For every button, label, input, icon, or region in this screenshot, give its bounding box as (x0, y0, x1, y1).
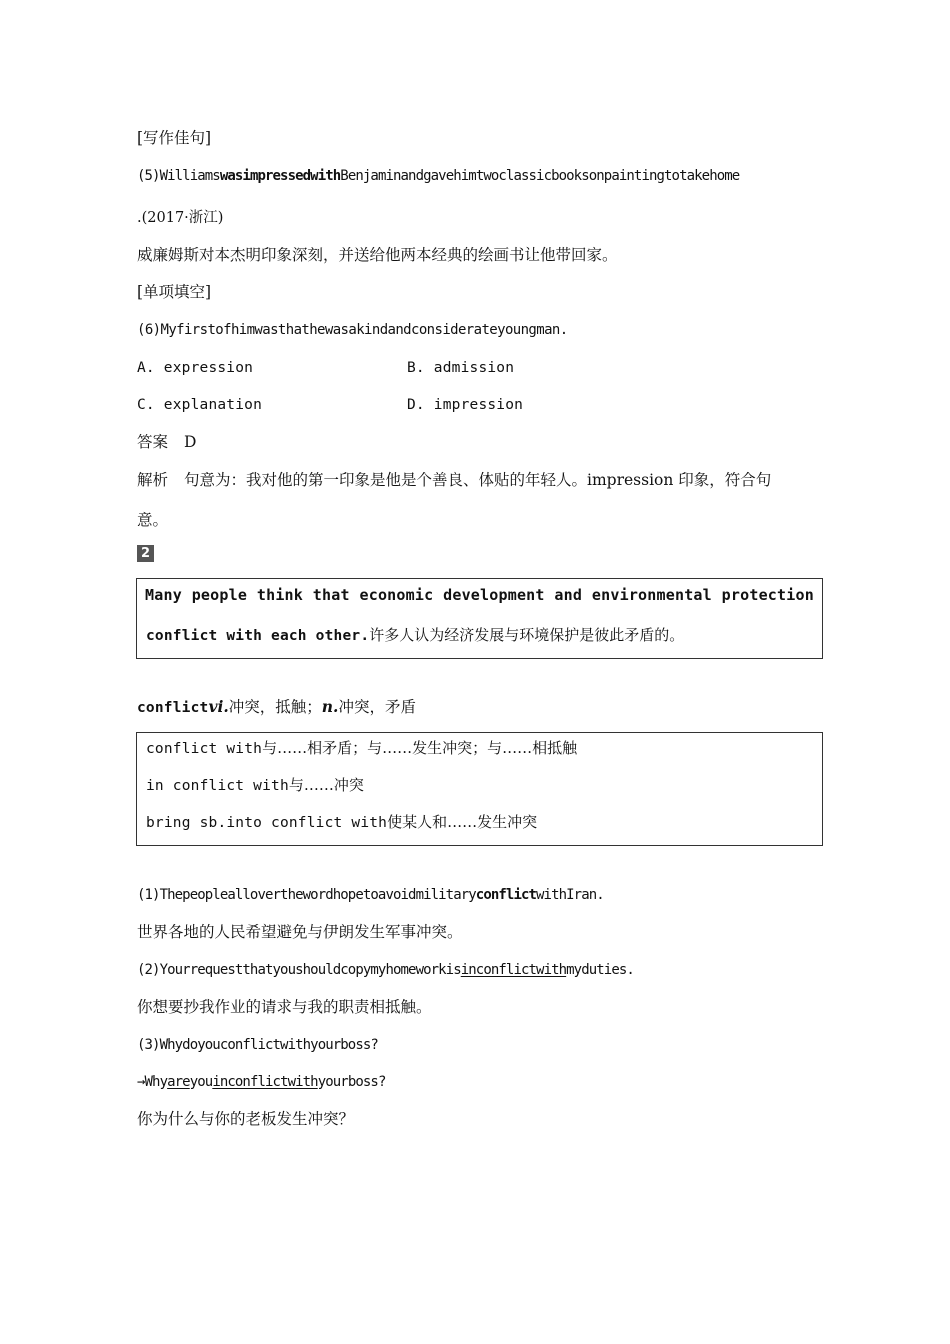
example-5-post: Benjaminandgavehimtwoclassicbooksonpaintingtotakehome (340, 168, 740, 184)
option-d: D. impression (407, 397, 524, 413)
entry-word: conflict (137, 700, 209, 716)
example-5-translation: 威廉姆斯对本杰明印象深刻，并送给他两本经典的绘画书让他带回家。 (137, 246, 618, 264)
example-2 (137, 960, 634, 980)
example-2-pre: (2)Yourrequestthatyoushouldcopymyhomeworkis (137, 962, 461, 978)
word: think (256, 586, 304, 604)
phrase-en: in conflict with (146, 778, 289, 794)
key-sentence-translation: 许多人认为经济发展与环境保护是彼此矛盾的。 (369, 626, 685, 644)
key-sentence-line-1 (145, 585, 814, 605)
phrase-row (146, 812, 537, 833)
phrase-en: conflict with (146, 741, 263, 757)
word: Many (145, 586, 182, 604)
key-sentence-bold: conflict with each other. (146, 628, 370, 644)
analysis-line (137, 470, 771, 490)
vocab-entry (137, 697, 416, 718)
question-6: (6)Myfirstofhimwasthathewasakindandconsiderateyoungman. (137, 322, 568, 338)
option-b: B. admission (407, 360, 515, 376)
entry-pos-noun: n. (321, 697, 339, 716)
example-1 (137, 885, 604, 905)
section-heading-single-choice: [单项填空] (137, 283, 212, 301)
phrase-row (146, 738, 577, 759)
analysis-line-2: 意。 (137, 511, 169, 529)
word: that (312, 586, 350, 604)
answer-value: D (184, 433, 197, 451)
analysis-label: 解析 (137, 471, 169, 489)
example-5-number: (5) (137, 168, 160, 184)
example-2-translation: 你想要抄我作业的请求与我的职责相抵触。 (137, 998, 432, 1016)
phrase-en: bring sb.into conflict with (146, 815, 388, 831)
option-a: A. expression (137, 360, 254, 376)
example-5-sentence (137, 166, 739, 186)
example-1-translation: 世界各地的人民希望避免与伊朗发生军事冲突。 (137, 923, 463, 941)
example-5-source: .(2017·浙江) (137, 210, 224, 226)
analysis-text: 句意为：我对他的第一印象是他是个善良、体贴的年轻人。impression 印象，符合句 (184, 471, 772, 489)
example-2-post: myduties. (566, 962, 634, 978)
answer-label: 答案 (137, 433, 169, 451)
entry-def-noun: 冲突，矛盾 (338, 698, 416, 716)
section-heading-writing: [写作佳句] (137, 129, 212, 147)
example-5-pre: Williams (159, 168, 220, 184)
word: economic (359, 586, 434, 604)
example-3-underlined-1: are (167, 1074, 190, 1090)
phrase-box (136, 732, 823, 846)
example-3-mid: you (189, 1074, 213, 1090)
key-sentence-box (136, 578, 823, 659)
entry-def-verb: 冲突，抵触； (228, 698, 322, 716)
phrase-cn: 与……相矛盾；与……发生冲突；与……相抵触 (262, 739, 578, 757)
word: people (191, 586, 248, 604)
example-5-bold: wasimpressedwith (219, 168, 341, 184)
word: and (554, 586, 583, 604)
phrase-cn: 与……冲突 (288, 776, 364, 794)
option-c: C. explanation (137, 397, 263, 413)
word: environmental (591, 586, 712, 604)
example-3-rewrite (137, 1072, 385, 1092)
example-2-underlined: inconflictwith (460, 962, 567, 978)
example-1-pre: (1)Thepeoplealloverthewordhopetoavoidmilitary (137, 887, 476, 903)
example-3-arrow: →Why (137, 1074, 168, 1090)
phrase-cn: 使某人和……发生冲突 (387, 813, 538, 831)
word: development (443, 586, 545, 604)
phrase-row (146, 775, 364, 796)
example-1-post: withIran. (536, 887, 604, 903)
example-1-bold: conflict (475, 887, 537, 903)
example-3: (3)Whydoyouconflictwithyourboss? (137, 1037, 378, 1053)
item-number-badge: 2 (137, 545, 154, 562)
entry-pos-verb: vi. (208, 697, 229, 716)
key-sentence-line-2 (146, 625, 684, 646)
answer-line (137, 432, 196, 452)
example-3-translation: 你为什么与你的老板发生冲突？ (137, 1110, 355, 1128)
example-3-post: yourboss? (317, 1074, 386, 1090)
word: protection (721, 586, 814, 604)
example-3-underlined-2: inconflictwith (212, 1074, 318, 1090)
